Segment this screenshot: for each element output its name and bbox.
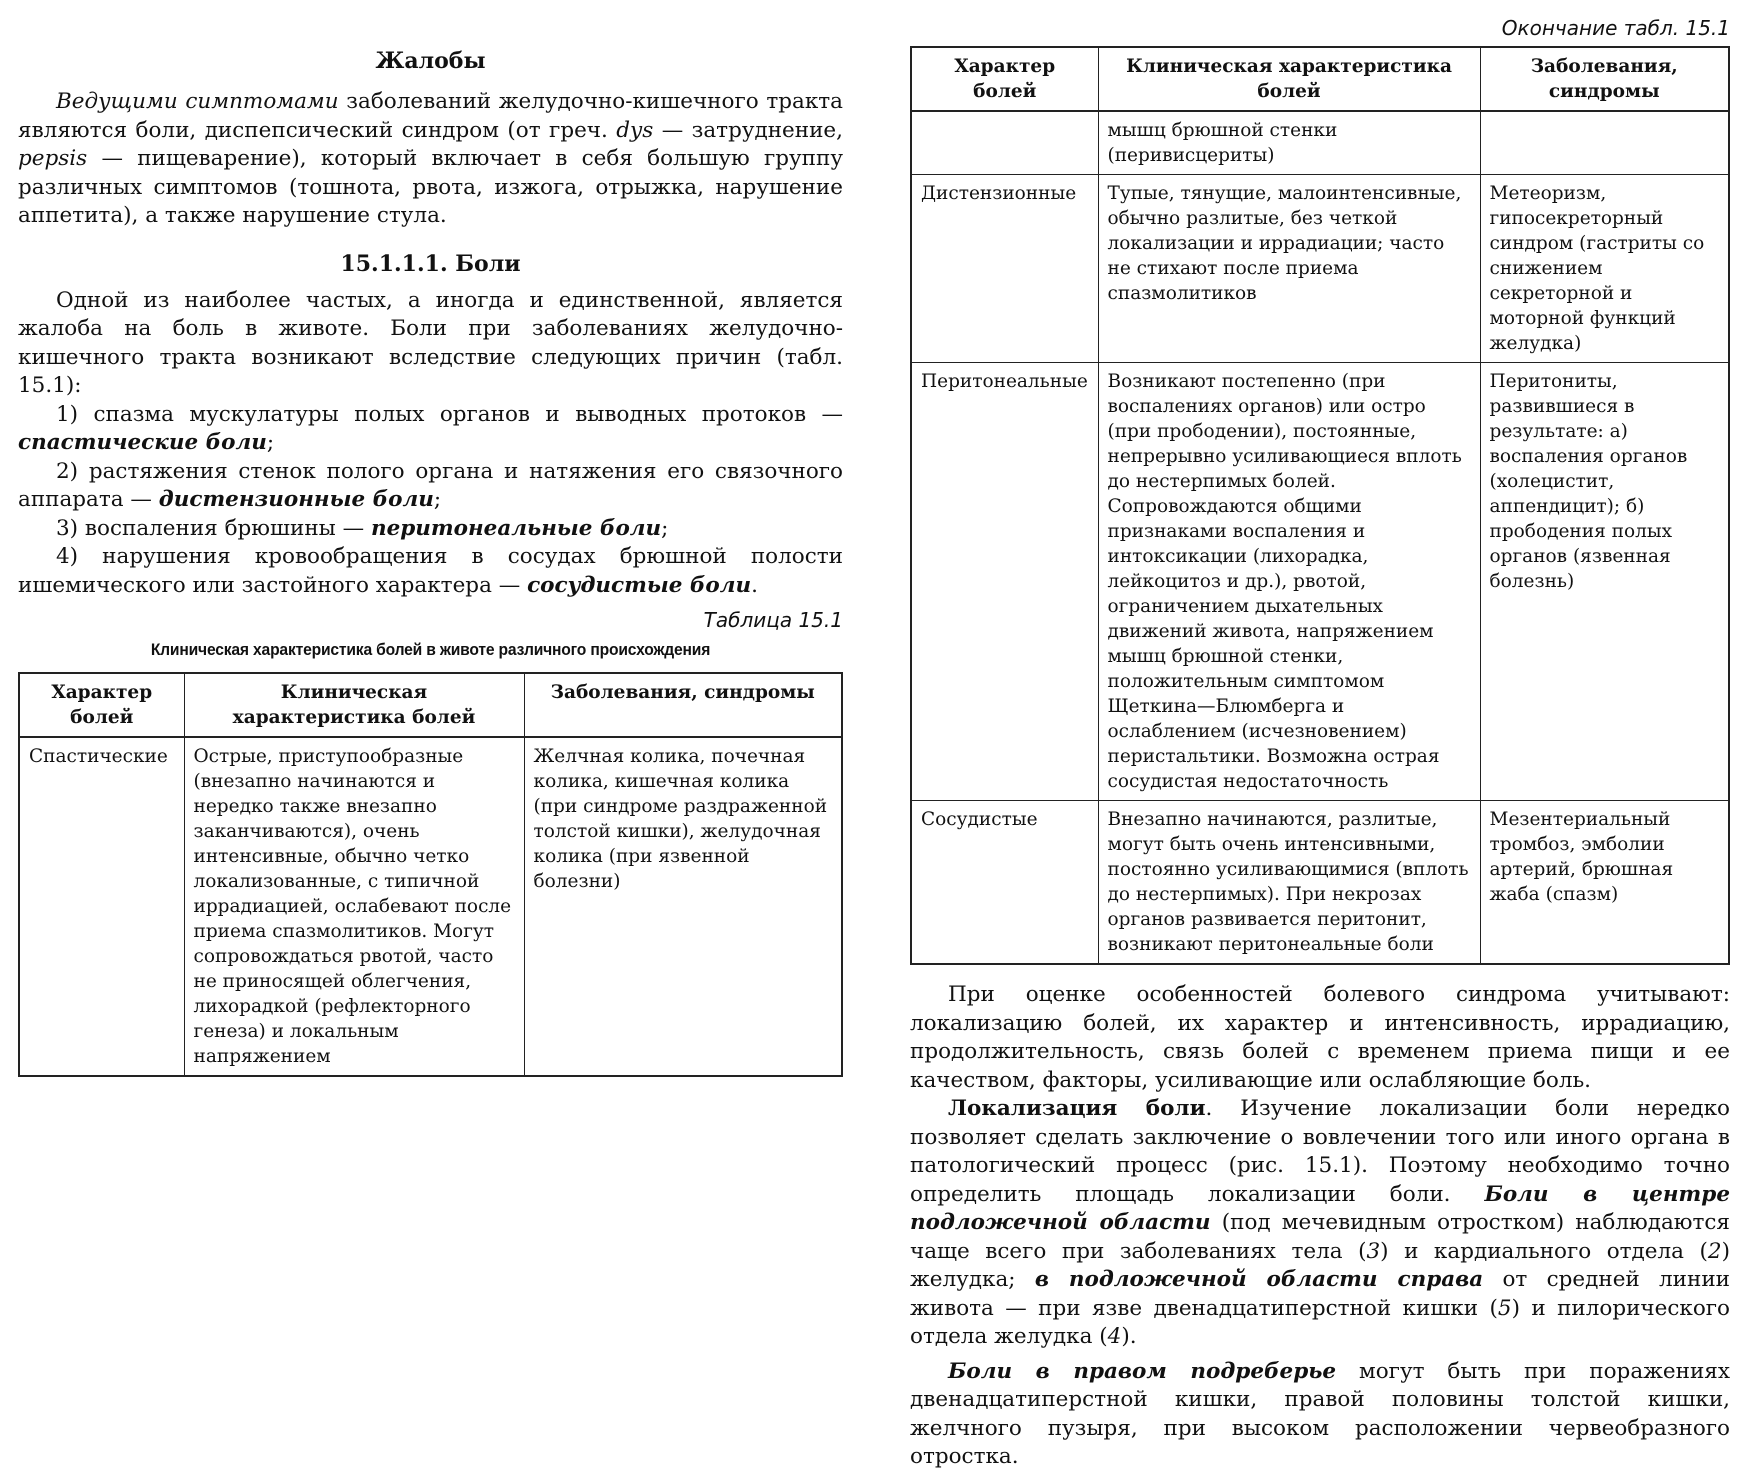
table-cell: Возникают постепенно (при воспалениях органов) или остро (при прободении), постоянные, непрерывно усиливающиеся вплоть до нестерпимых болей. Сопровождаются общими признаками воспаления и интоксикации (лихорадка, лейкоцитоз и др.), рвотой, ограничением дыхательных движений живота, напряжением мышц брюшной стенки, положительным симптомом Щеткина—Блюмберга и ослаблением (исчезновением) перистальтики. Возможна острая сосудистая недостаточность [1098, 363, 1480, 801]
table-cell [1480, 111, 1729, 175]
table-cell: Острые, приступообразные (внезапно начинаются и нередко также внезапно заканчиваются), очень интенсивные, обычно четко локализованные, с типичной иррадиацией, ослабевают после приема спазмолитиков. Могут сопровождаться рвотой, часто не приносящей облегчения, лихорадкой (рефлекторного генеза) и локальным напряжением [184, 737, 524, 1076]
intro-dys: dys [616, 117, 654, 143]
table-cell: Сосудистые [911, 801, 1098, 965]
emphasis: Боли в центре подложечной области [910, 1181, 1730, 1235]
right-hypochondrium-paragraph: Боли в правом подреберье могут быть при поражениях двенадцатиперстной кишки, правой половины толстой кишки, желчного пузыря, при высоком расположении червеобразного отростка. [910, 1358, 1730, 1469]
table-row [911, 175, 1729, 363]
subsection-heading: 15.1.1.1. Боли [340, 250, 521, 277]
right-column [910, 0, 1730, 1472]
table-row [911, 111, 1729, 175]
intro-paragraph [18, 88, 843, 231]
table-cell: Мезентериальный тромбоз, эмболии артерий, брюшная жаба (спазм) [1480, 801, 1729, 965]
table-title: Клиническая характеристика болей в животе различного происхождения [150, 640, 711, 659]
assessment-paragraph: При оценке особенностей болевого синдрома учитывают: локализацию болей, их характер и интенсивность, иррадиацию, продолжительность, связь болей с временем приема пищи и ее качеством, факторы, усиливающие или ослабляющие боль. [910, 982, 1730, 1093]
intro-text-2: — затруднение, [653, 117, 843, 143]
localization-paragraph: Локализация боли. Изучение локализации боли нередко позволяет сделать заключение о вовлечении того или иного органа в патологический процесс (рис. 15.1). Поэтому необходимо точно определить площадь локализации боли. Боли в центре подложечной области (под мечевидным отростком) наблюдаются чаще всего при заболеваниях тела (3) и кардиального отдела (2) желудка; в подложечной области справа от средней линии живота — при язве двенадцатиперстной кишки (5) и пилорического отдела желудка (4). [910, 1096, 1731, 1349]
table-cell: Спастические [19, 737, 184, 1076]
header-cell: Заболевания, синдромы [524, 673, 842, 737]
table-cell: Дистензионные [911, 175, 1098, 363]
table-row [911, 801, 1729, 965]
section-heading: Жалобы [375, 48, 486, 74]
list-item: 2) растяжения стенок полого органа и натяжения его связочного аппарата — дистензионные боли; [18, 458, 843, 512]
table-header-row [911, 47, 1729, 111]
emphasis: Боли в правом подреберье [948, 1358, 1337, 1384]
table-cell [911, 111, 1098, 175]
table-cell: Перитонеальные [911, 363, 1098, 801]
emphasis: в подложечной области справа [1034, 1267, 1484, 1292]
header-cell: Заболевания, синдромы [1480, 47, 1729, 111]
intro-text-1: заболеваний желудочно-кишечного тракта являются боли, диспепсический синдром (от греч. [18, 89, 843, 143]
causes-list [18, 401, 843, 601]
header-cell: Клиническая характеристика болей [184, 673, 524, 737]
table-header-row [19, 673, 842, 737]
pain-paragraph: Одной из наиболее частых, а иногда и единственной, является жалоба на боль в животе. Боли при заболеваниях желудочно-кишечного тракта возникают вследствие следующих причин (табл. 15.1): [18, 287, 843, 398]
header-cell: Характер болей [19, 673, 184, 737]
list-item: 1) спазма мускулатуры полых органов и выводных протоков — спастические боли; [18, 401, 843, 455]
table-cell: Метеоризм, гипосекреторный синдром (гастриты со снижением секреторной и моторной функций желудка) [1480, 175, 1729, 363]
table-cell: Перитониты, развившиеся в результате: а) воспаления органов (холецистит, аппендицит); б) прободения полых органов (язвенная болезнь) [1480, 363, 1729, 801]
table-cell: Желчная колика, почечная колика, кишечная колика (при синдроме раздраженной толстой кишки), желудочная колика (при язвенной болезни) [524, 737, 842, 1076]
header-cell: Клиническая характеристика болей [1098, 47, 1480, 111]
table-label: Таблица 15.1 [703, 608, 843, 632]
pain-table-part2 [910, 46, 1730, 965]
table-row [911, 363, 1729, 801]
list-item: 3) воспаления брюшины — перитонеальные боли; [56, 515, 669, 541]
intro-lead: Ведущими симптомами [56, 89, 339, 114]
table-cell: Тупые, тянущие, малоинтенсивные, обычно разлитые, без четкой локализации и иррадиации; часто не стихают после приема спазмолитиков [1098, 175, 1480, 363]
intro-text-3: — пищеварение), который включает в себя большую группу различных симптомов (тошнота, рвота, изжога, отрыжка, нарушение аппетита), а также нарушение стула. [18, 146, 843, 228]
list-item: 4) нарушения кровообращения в сосудах брюшной полости ишемического или застойного характера — сосудистые боли. [18, 544, 843, 598]
left-column [18, 0, 843, 1077]
table-cell: мышц брюшной стенки (перивисцериты) [1098, 111, 1480, 175]
intro-pepsis: pepsis [18, 146, 88, 171]
header-cell: Характер болей [911, 47, 1098, 111]
continuation-label: Окончание табл. 15.1 [1501, 16, 1730, 40]
localization-term: Локализация боли [948, 1096, 1206, 1121]
table-row [19, 737, 842, 1076]
pain-table-part1 [18, 672, 843, 1077]
table-cell: Внезапно начинаются, разлитые, могут быть очень интенсивными, постоянно усиливающимися (вплоть до нестерпимых). При некрозах органов развивается перитонит, возникают перитонеальные боли [1098, 801, 1480, 965]
